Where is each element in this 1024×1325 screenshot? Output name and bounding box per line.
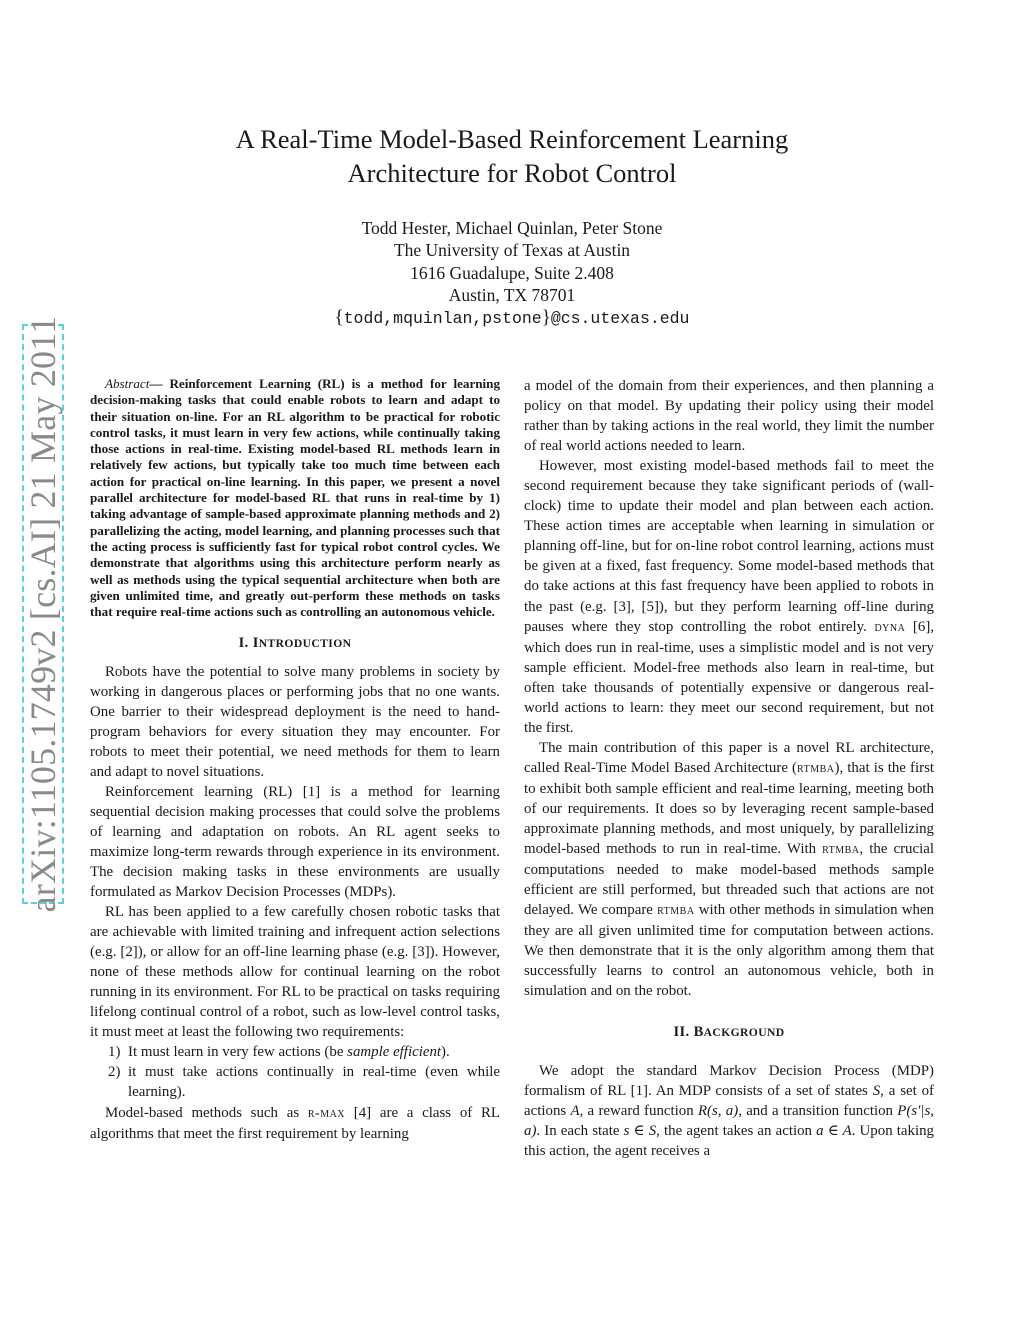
email-domain: @cs.utexas.edu (550, 308, 690, 328)
paragraph-text: We adopt the standard Markov Decision Process (MDP) formalism of RL [1]. An MDP consists of a set of states (524, 1062, 934, 1099)
author-address-line-2: Austin, TX 78701 (448, 285, 576, 306)
paragraph-text: , a set of actions (524, 1082, 934, 1119)
section-heading-background (524, 1022, 934, 1043)
algorithm-name: r-max (307, 1105, 346, 1121)
math-expression: P(s′|s, a) (524, 1102, 934, 1139)
intro-paragraph-4 (90, 1103, 500, 1144)
math-expression: s ∈ S (623, 1122, 657, 1139)
section-heading-capital: B (693, 1024, 704, 1041)
intro-paragraph-6 (524, 456, 934, 738)
author-names: Todd Hester, Michael Quinlan, Peter Stone (361, 218, 663, 238)
paragraph-text: Model-based methods such as (105, 1104, 308, 1121)
abstract-dash: — (149, 376, 170, 391)
algorithm-name: dyna (874, 619, 906, 635)
paragraph-text: , and a transition function (738, 1102, 898, 1119)
intro-paragraph-5: a model of the domain from their experiences, and then planning a policy on that model. By updating their policy using their model rather than by taking actions in the real world, they limit the number of real world actions needed to learn. (524, 378, 934, 455)
section-heading-introduction (90, 633, 500, 654)
algorithm-name: rtmba (822, 842, 860, 858)
math-expression: R(s, a) (697, 1102, 739, 1119)
paper-title (130, 122, 894, 190)
title-line-2: Architecture for Robot Control (347, 158, 677, 188)
paragraph-text: with other methods in simulation when they are all given unlimited time for computation between actions. We then demonstrate that it is the only algorithm among them that successfully learns to control an autonomous vehicle, both in simulation and on the robot. (524, 902, 934, 1000)
requirements-list (90, 1042, 500, 1102)
requirement-text: it must take actions continually in real-time (even while learning). (128, 1064, 500, 1101)
intro-paragraph-3: RL has been applied to a few carefully chosen robotic tasks that are achievable with limited training and infrequent action selections (e.g. [2]), or allow for an off-line learning phase (e.g. [3]). However, none of these methods allow for continual learning on the robot running in its environment. For RL to be practical on tasks requiring lifelong continual control of a robot, such as low-level control tasks, it must meet at least the following two requirements: (90, 904, 500, 1041)
section-numeral: I. (238, 635, 253, 652)
email-users: todd,mquinlan,pstone (343, 308, 542, 328)
abstract-text: Reinforcement Learning (RL) is a method for learning decision-making tasks that could enable robots to learn and adapt to their situation on-line. For an RL algorithm to be practical for robotic control tasks, it must learn in very few actions, while continually taking those actions in real-time. Existing model-based RL methods learn in relatively few actions, but typically take too much time between each action for practical on-line learning. In this paper, we present a novel parallel architecture for model-based RL that runs in real-time by 1) taking advantage of sample-based approximate planning methods and 2) parallelizing the acting, model learning, and planning processes such that the acting process is sufficiently fast for typical robot control cycles. We demonstrate that algorithms using this architecture perform nearly as well as methods using the typical sequential architecture when both are given unlimited time, and greatly out-perform these methods on tasks that require real-time actions such as controlling an autonomous vehicle. (90, 376, 501, 620)
arxiv-stamp: arXiv:1105.1749v2 [cs.AI] 21 May 2011 (23, 315, 63, 913)
paragraph-text: . In each state (536, 1122, 624, 1139)
paragraph-text: , the crucial computations needed to make model-based methods sample efficient are still performed, but threaded such that actions are not delayed. We compare (524, 841, 934, 919)
intro-paragraph-2: Reinforcement learning (RL) [1] is a method for learning sequential decision making processes that could solve the problems of learning and adaptation on robots. An RL agent seeks to maximize long-term rewards through experience in its environment. The decision making tasks in these environments are usually formulated as Markov Decision Processes (MDPs). (90, 783, 500, 901)
requirement-item (90, 1062, 500, 1102)
left-column (90, 376, 500, 1144)
author-affiliation: The University of Texas at Austin (393, 240, 631, 261)
algorithm-name: rtmba (657, 903, 695, 919)
intro-paragraph-1: Robots have the potential to solve many problems in society by working in dangerous places or performing jobs that no one wants. One barrier to their widespread deployment is the need to hand-program behaviors for every situation they may encounter. For robots to meet their potential, we need methods for them to learn and adapt to novel situations. (90, 663, 500, 780)
algorithm-name: rtmba (797, 760, 835, 776)
requirement-text-end: ). (441, 1044, 450, 1061)
paragraph-text: The main contribution of this paper is a novel RL architecture, called Real-Time Model Based Architecture ( (524, 739, 934, 776)
requirement-text: It must learn in very few actions (be (128, 1044, 348, 1061)
author-email (200, 307, 824, 330)
background-paragraph-1 (524, 1061, 934, 1161)
title-line-1: A Real-Time Model-Based Reinforcement Learning (235, 124, 789, 154)
section-numeral: II. (673, 1024, 694, 1041)
paragraph-text: [4] are a class of RL algorithms that meet the first requirement by learning (90, 1104, 500, 1142)
math-symbol: A (570, 1102, 580, 1119)
paragraph-text: , the agent takes an action (656, 1122, 817, 1139)
requirement-item (90, 1042, 500, 1062)
paragraph-text: . Upon taking this action, the agent receives a (524, 1122, 934, 1159)
paragraph-text: However, most existing model-based methods fail to meet the second requirement because they take significant periods of (wall-clock) time to update their model and plan between each action. These action times are acceptable when learning in simulation or planning off-line, but for on-line robot control learning, actions must be given at a fixed, fast frequency. Some model-based methods that do take actions at this fast frequency have been applied to robots in the past (e.g. [3], [5]), but they perform learning off-line during pauses where they stop controlling the robot entirely. (524, 458, 934, 635)
author-address-line-1: 1616 Guadalupe, Suite 2.408 (410, 262, 614, 283)
email-brace-open: { (334, 306, 344, 328)
right-column (524, 376, 934, 1161)
email-brace-close: } (541, 306, 551, 328)
math-expression: a ∈ A (816, 1122, 852, 1139)
math-symbol: S (872, 1082, 881, 1099)
requirement-emphasis: sample efficient (347, 1044, 442, 1061)
section-heading-rest: NTRODUCTION (258, 637, 352, 651)
abstract (90, 376, 500, 620)
paragraph-text: [6], which does run in real-time, uses a simplistic model and is not very sample efficient. Model-free methods also learn in real-time, but often take thousands of potentially expensive or dangerous real-world actions to learn: they meet our second requirement, but not the first. (524, 618, 935, 736)
paragraph-text: , a reward function (579, 1102, 698, 1119)
section-heading-rest: ACKGROUND (703, 1026, 785, 1040)
list-number: 1) (108, 1044, 121, 1061)
author-block (200, 217, 824, 330)
list-number: 2) (108, 1064, 121, 1081)
paragraph-text: ), that is the first to exhibit both sample efficient and real-time learning, meeting both of our requirements. It does so by leveraging recent sample-based approximate planning methods, and most uniquely, by parallelizing model-based methods to run in real-time. With (524, 759, 935, 858)
intro-paragraph-7 (524, 738, 934, 1002)
section-heading-capital: I (252, 635, 259, 652)
abstract-lead: Abstract (105, 376, 150, 391)
